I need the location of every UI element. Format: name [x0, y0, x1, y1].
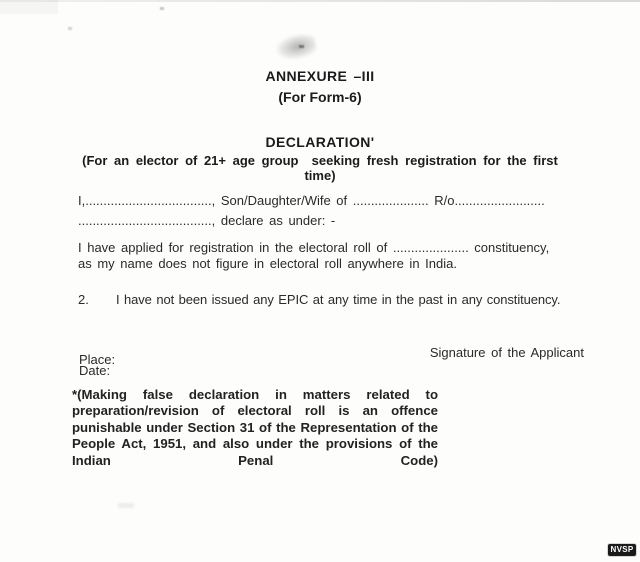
- paragraph-registration: [78, 240, 548, 271]
- paragraph-registration-line1: I have applied for registration in the electoral roll of ..................... constituency,: [78, 240, 550, 255]
- paragraph-registration-line2: as my name does not figure in electoral roll anywhere in India.: [78, 255, 457, 271]
- item-2-text: I have not been issued any EPIC at any time in the past in any constituency.: [116, 292, 561, 307]
- intro-blank-line-2: ....................................., declare as under: -: [78, 213, 336, 228]
- declaration-subtitle-line2: time): [304, 168, 336, 183]
- scan-speck: [68, 27, 72, 30]
- declaration-heading: DECLARATION': [265, 134, 375, 150]
- scan-corner-shade: [0, 0, 58, 14]
- scan-speck: [118, 503, 134, 508]
- place-label: Place:: [79, 352, 116, 367]
- intro-blank-line-1: I,..................................., Son/Daughter/Wife of ..................... R/o.........................: [78, 193, 545, 208]
- ink-smudge-mark: [274, 31, 318, 63]
- item-2-number: 2.: [78, 292, 89, 307]
- footnote-line-1: *(Making false declaration in matters related to: [72, 387, 438, 402]
- footnote-warning: [72, 387, 438, 469]
- ink-smudge-dot: [299, 45, 304, 48]
- scan-edge-line: [0, 0, 640, 2]
- declaration-subtitle-line1: (For an elector of 21+ age group seeking fresh registration for the first: [82, 153, 558, 168]
- annexure-subtitle: (For Form-6): [278, 89, 362, 105]
- nvsp-watermark-badge: NVSP: [608, 544, 636, 556]
- annexure-title: ANNEXURE –III: [265, 68, 375, 84]
- date-label: Date:: [79, 363, 111, 378]
- footnote-line-2: preparation/revision of electoral roll is an offence: [72, 403, 438, 419]
- footnote-line-5: Indian Penal Code): [72, 452, 438, 468]
- signature-of-applicant-label: Signature of the Applicant: [429, 345, 584, 360]
- footnote-line-3: punishable under Section 31 of the Representation of the: [72, 419, 438, 435]
- footnote-line-4: People Act, 1951, and also under the provisions of the: [72, 436, 438, 452]
- scan-speck: [160, 7, 164, 10]
